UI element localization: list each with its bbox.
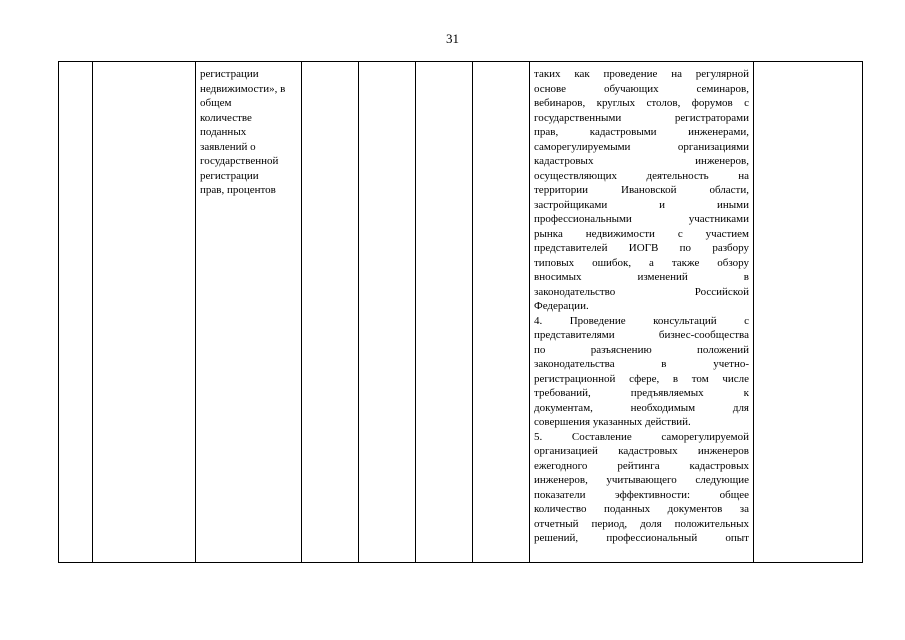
- document-table: [58, 61, 863, 563]
- measures-line: законодательства в учетно-: [534, 358, 749, 370]
- indicator-line: прав, процентов: [200, 184, 276, 196]
- table-row: [59, 62, 863, 563]
- measures-line: осуществляющих деятельность на: [534, 169, 749, 182]
- indicator-line: регистрации: [200, 169, 259, 182]
- cell-col4: [302, 62, 359, 563]
- measures-line: рынка недвижимости с участием: [534, 227, 749, 240]
- measures-line: прав, кадастровыми инженерами,: [534, 126, 749, 138]
- measures-line: инженеров, учитывающего следующие: [534, 474, 749, 486]
- cell-col2: [93, 62, 196, 563]
- measures-line: вносимых изменений в: [534, 271, 749, 283]
- measures-line: основе обучающих семинаров,: [534, 82, 749, 95]
- measures-line: по разъяснению положений: [534, 343, 749, 356]
- measures-line: решений, профессиональный опыт: [534, 532, 749, 544]
- measures-line: представителями бизнес-сообщества: [534, 329, 749, 341]
- measures-line: кадастровых инженеров,: [534, 155, 749, 167]
- measures-line: профессиональными участниками: [534, 213, 749, 225]
- measures-line: Федерации.: [534, 300, 589, 312]
- measures-line: типовых ошибок, а также обзору: [534, 256, 749, 269]
- indicator-line: государственной: [200, 155, 279, 167]
- measures-text: [530, 62, 753, 546]
- cell-col9: [754, 62, 863, 563]
- indicator-text: [196, 62, 301, 198]
- measures-line: вебинаров, круглых столов, форумов с: [534, 97, 749, 109]
- measures-line: документам, необходимым для: [534, 401, 749, 414]
- cell-indicator: [196, 62, 302, 563]
- measures-line: регистрационной сфере, в том числе: [534, 372, 749, 385]
- page-number: 31: [446, 31, 459, 46]
- measures-line: требований, предъявляемых к: [534, 387, 749, 399]
- measures-line: отчетный период, доля положительных: [534, 517, 749, 530]
- cell-col7: [473, 62, 530, 563]
- indicator-line: количестве: [200, 111, 252, 124]
- cell-col5: [359, 62, 416, 563]
- measures-line: государственными регистраторами: [534, 111, 749, 124]
- cell-col6: [416, 62, 473, 563]
- cell-col1: [59, 62, 93, 563]
- indicator-line: общем: [200, 97, 232, 109]
- measures-line: ежегодного рейтинга кадастровых: [534, 459, 749, 472]
- indicator-line: заявлений о: [200, 140, 256, 153]
- measures-line: законодательство Российской: [534, 285, 749, 298]
- measures-line: количество поданных документов за: [534, 503, 749, 515]
- measures-line: организацией кадастровых инженеров: [534, 445, 749, 457]
- measures-line: застройщиками и иными: [534, 198, 749, 211]
- measures-line: 4. Проведение консультаций с: [534, 314, 749, 327]
- measures-line: показатели эффективности: общее: [534, 488, 749, 501]
- measures-line: представителей ИОГВ по разбору: [534, 242, 749, 254]
- cell-measures: [530, 62, 754, 563]
- measures-line: 5. Составление саморегулируемой: [534, 430, 749, 443]
- measures-line: территории Ивановской области,: [534, 184, 749, 196]
- indicator-line: недвижимости», в: [200, 82, 286, 95]
- indicator-line: поданных: [200, 126, 247, 138]
- measures-line: таких как проведение на регулярной: [534, 68, 749, 80]
- measures-line: саморегулируемыми организациями: [534, 140, 749, 153]
- measures-line: совершения указанных действий.: [534, 416, 691, 428]
- indicator-line: регистрации: [200, 68, 259, 80]
